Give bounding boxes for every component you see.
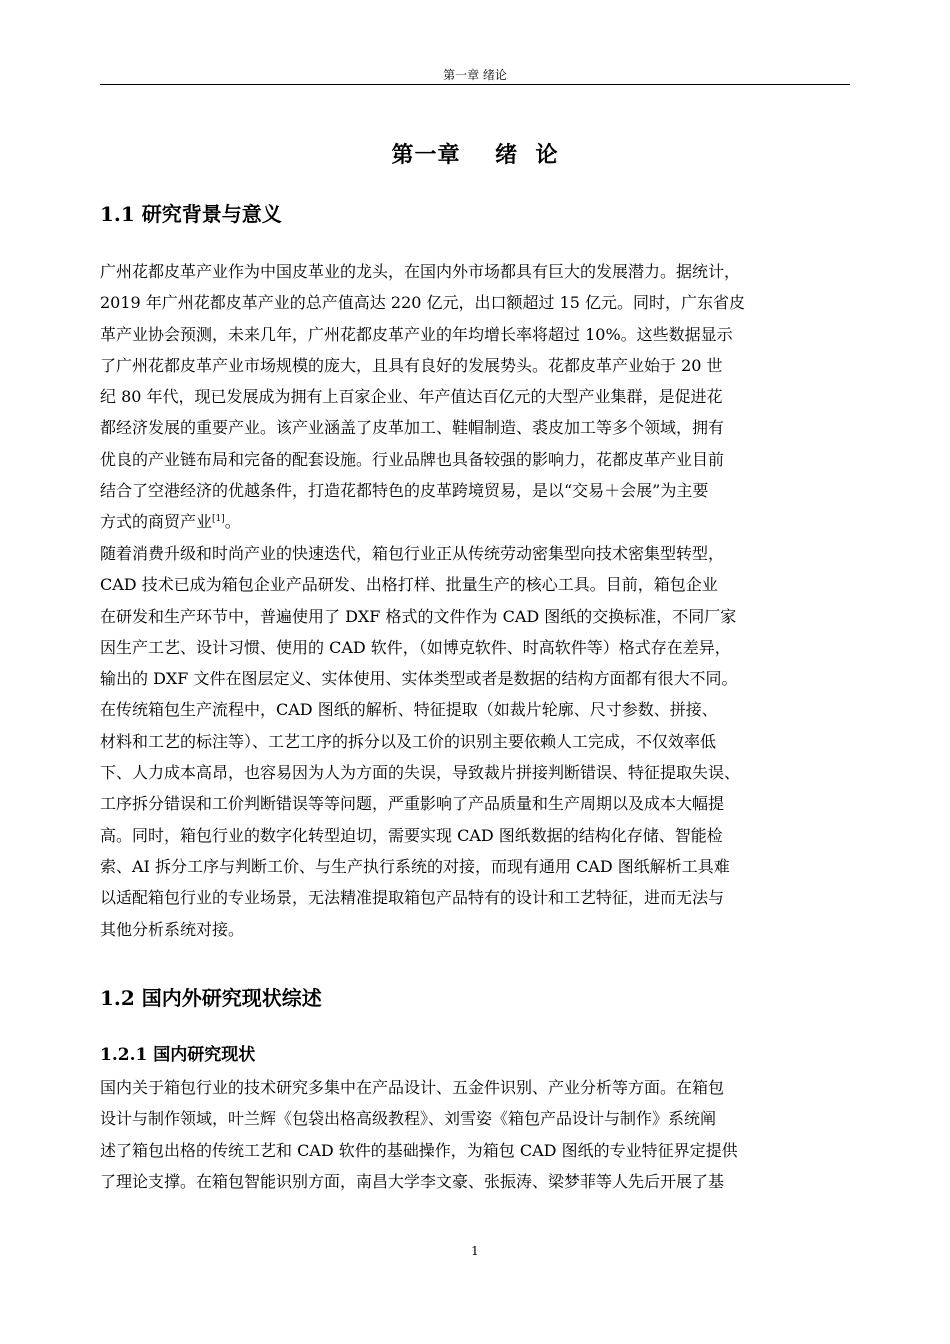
paragraph-line: 工序拆分错误和工价判断错误等等问题，严重影响了产品质量和生产周期以及成本大幅提	[100, 794, 725, 814]
subsection-heading-1-2-1: 1.2.1 国内研究现状	[100, 1045, 256, 1065]
paragraph-domestic-research	[100, 1072, 860, 1197]
paragraph-background	[100, 256, 860, 538]
paragraph-line: 在研发和生产环节中，普遍使用了 DXF 格式的文件作为 CAD 图纸的交换标准，不同厂家	[100, 606, 737, 626]
paragraph-line: 因生产工艺、设计习惯、使用的 CAD 软件，（如博克软件、时高软件等）格式存在差异，	[100, 637, 731, 657]
paragraph-line: 索、AI 拆分工序与判断工价、与生产执行系统的对接，而现有通用 CAD 图纸解析工具难	[100, 856, 730, 876]
section-heading-1-1: 1.1 研究背景与意义	[100, 202, 282, 226]
chapter-title: 第一章 绪 论	[391, 142, 559, 168]
running-header: 第一章 绪论	[100, 66, 850, 85]
paragraph-last-line	[100, 506, 860, 537]
paragraph-line: 输出的 DXF 文件在图层定义、实体使用、实体类型或者是数据的结构方面都有很大不同。	[100, 669, 738, 689]
paragraph-line: 以适配箱包行业的专业场景，无法精准提取箱包产品特有的设计和工艺特征，进而无法与	[100, 888, 725, 908]
paragraph-line: 广州花都皮革产业作为中国皮革业的龙头，在国内外市场都具有巨大的发展潜力。据统计，	[100, 262, 741, 281]
section-heading-1-2: 1.2 国内外研究现状综述	[100, 986, 322, 1010]
page-number: 1	[471, 1244, 479, 1258]
paragraph-line: 都经济发展的重要产业。该产业涵盖了皮革加工、鞋帽制造、裘皮加工等多个领域，拥有	[100, 418, 725, 438]
paragraph-line: CAD 技术已成为箱包企业产品研发、出格打样、批量生产的核心工具。目前，箱包企业	[100, 575, 718, 595]
paragraph-line: 其他分析系统对接。	[100, 919, 245, 939]
paragraph-line: 设计与制作领域，叶兰辉《包袋出格高级教程》、刘雪姿《箱包产品设计与制作》系统阐	[100, 1109, 717, 1129]
paragraph-line: 随着消费升级和时尚产业的快速迭代，箱包行业正从传统劳动密集型向技术密集型转型，	[100, 544, 725, 563]
paragraph-line: 纪 80 年代，现已发展成为拥有上百家企业、年产值达百亿元的大型产业集群，是促进花	[100, 387, 723, 407]
paragraph-significance	[100, 538, 860, 945]
paragraph-line: 国内关于箱包行业的技术研究多集中在产品设计、五金件识别、产业分析等方面。在箱包	[100, 1078, 725, 1097]
citation-ref[interactable]: [1]	[212, 514, 225, 525]
paragraph-line: 2019 年广州花都皮革产业的总产值高达 220 亿元，出口额超过 15 亿元。同时，广东省皮	[100, 293, 746, 313]
paragraph-line: 了理论支撑。在箱包智能识别方面，南昌大学李文豪、张振涛、梁梦菲等人先后开展了基	[100, 1171, 725, 1191]
paragraph-text: 方式的商贸产业	[100, 512, 213, 532]
paragraph-line: 在传统箱包生产流程中，CAD 图纸的解析、特征提取（如裁片轮廓、尺寸参数、拼接、	[100, 700, 718, 720]
paragraph-line: 结合了空港经济的优越条件，打造花都特色的皮革跨境贸易，是以“交易＋会展”为主要	[100, 481, 709, 501]
paragraph-line: 高。同时，箱包行业的数字化转型迫切，需要实现 CAD 图纸数据的结构化存储、智能检	[100, 825, 723, 845]
paragraph-line: 优良的产业链布局和完备的配套设施。行业品牌也具备较强的影响力，花都皮革产业目前	[100, 449, 725, 469]
paragraph-line: 下、人力成本高昂，也容易因为人为方面的失误，导致裁片拼接判断错误、特征提取失误、	[100, 763, 741, 783]
paragraph-line: 了广州花都皮革产业市场规模的庞大，且具有良好的发展势头。花都皮革产业始于 20 世	[100, 355, 723, 375]
paragraph-line: 革产业协会预测，未来几年，广州花都皮革产业的年均增长率将超过 10%。这些数据显示	[100, 324, 733, 344]
paragraph-line: 材料和工艺的标注等）、工艺工序的拆分以及工价的识别主要依赖人工完成，不仅效率低	[100, 731, 717, 751]
paragraph-line: 述了箱包出格的传统工艺和 CAD 软件的基础操作，为箱包 CAD 图纸的专业特征界定提供	[100, 1140, 738, 1160]
paragraph-text: 。	[224, 512, 241, 532]
